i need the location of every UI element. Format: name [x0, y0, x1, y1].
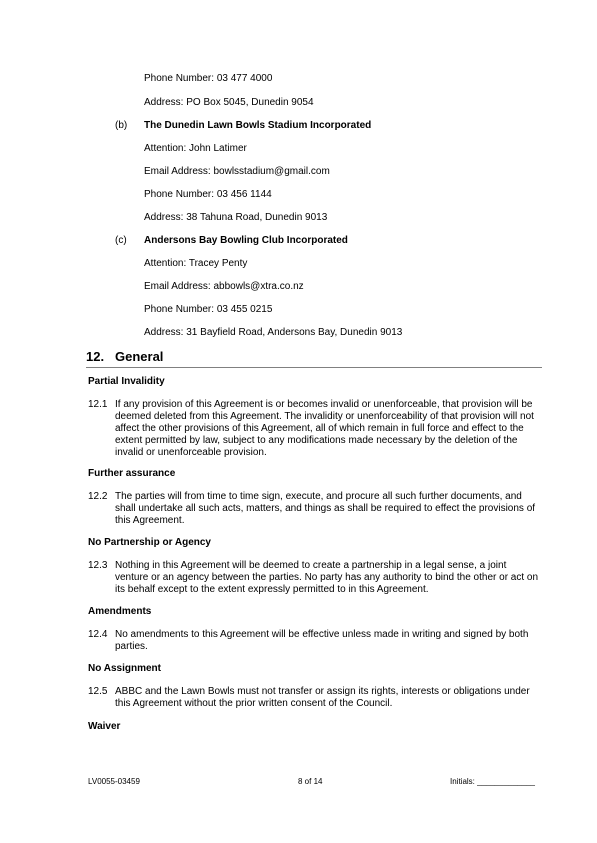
contact-phone: Phone Number: 03 477 4000 — [144, 73, 273, 84]
clause-heading: Amendments — [88, 606, 152, 617]
party-b-phone: Phone Number: 03 456 1144 — [144, 189, 272, 200]
footer-page-number: 8 of 14 — [298, 777, 323, 786]
clause-heading: No Partnership or Agency — [88, 537, 211, 548]
party-c-address: Address: 31 Bayfield Road, Andersons Bay, Dunedin 9013 — [144, 327, 403, 338]
party-b-name: The Dunedin Lawn Bowls Stadium Incorporated — [144, 120, 372, 131]
clause-text: If any provision of this Agreement is or becomes invalid or unenforceable, that provision will be deemed deleted from this Agreement. The invalidity or unenforceability of that provision will not affect the other provisions of this Agreement, all of which remain in full force and effect to the extent permitted by law, subject to any modifications made necessary by the deletion of the invalid or unenforceable provision. — [115, 399, 534, 458]
clause-number: 12.5 — [88, 686, 108, 697]
contact-address: Address: PO Box 5045, Dunedin 9054 — [144, 97, 314, 108]
clause-text: The parties will from time to time sign, execute, and procure all such further documents, and shall undertake all such acts, matters, and things as shall be required to effect the provisions of this Agreement. — [115, 491, 536, 526]
party-b-label: (b) — [115, 120, 128, 131]
clause-text: Nothing in this Agreement will be deemed to create a partnership in a legal sense, a joint venture or an agency between the parties. No party has any authority to bind the other or act on its behalf except to the extent expressly permitted to in this Agreement. — [115, 560, 539, 595]
party-c-name: Andersons Bay Bowling Club Incorporated — [144, 235, 348, 246]
section-number: 12. — [86, 349, 105, 364]
party-b-attention: Attention: John Latimer — [144, 143, 247, 154]
clause-text: ABBC and the Lawn Bowls must not transfer or assign its rights, interests or obligations under this Agreement without the prior written consent of the Council. — [115, 686, 530, 709]
party-b-email: Email Address: bowlsstadium@gmail.com — [144, 166, 330, 177]
clause-heading: Further assurance — [88, 468, 176, 479]
party-c-email: Email Address: abbowls@xtra.co.nz — [144, 281, 304, 292]
clause-heading: No Assignment — [88, 663, 161, 674]
clause-number: 12.4 — [88, 629, 108, 640]
party-c-phone: Phone Number: 03 455 0215 — [144, 304, 273, 315]
section-title: General — [115, 349, 164, 364]
clause-number: 12.2 — [88, 491, 108, 502]
section-divider — [86, 367, 542, 368]
clause-number: 12.1 — [88, 399, 108, 410]
clause-number: 12.3 — [88, 560, 108, 571]
party-c-attention: Attention: Tracey Penty — [144, 258, 248, 269]
clause-text: No amendments to this Agreement will be effective unless made in writing and signed by both parties. — [115, 629, 529, 652]
party-b-address: Address: 38 Tahuna Road, Dunedin 9013 — [144, 212, 328, 223]
footer-doc-id: LV0055-03459 — [88, 777, 140, 786]
clause-heading: Waiver — [88, 721, 121, 732]
clause-heading: Partial Invalidity — [88, 376, 165, 387]
footer-initials: Initials: _____________ — [450, 777, 535, 786]
party-c-label: (c) — [115, 235, 127, 246]
